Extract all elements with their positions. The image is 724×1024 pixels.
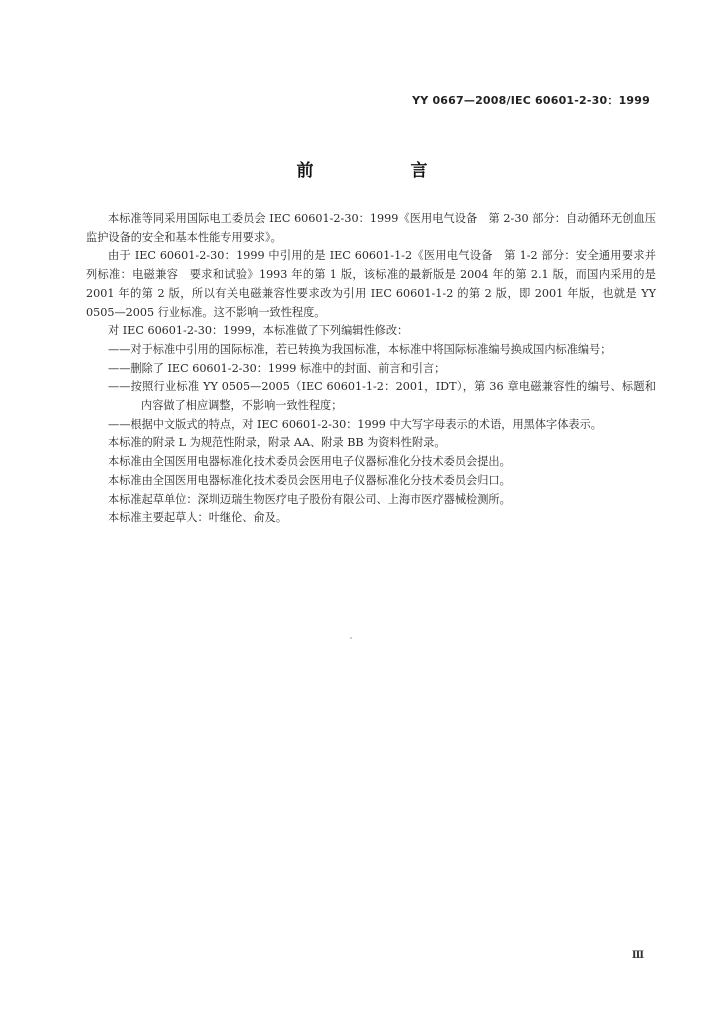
paragraph-adoption: 本标准等同采用国际电工委员会 IEC 60601-2-30：1999《医用电气设备 第 2-30 部分：自动循环无创血压监护设备的安全和基本性能专用要求》。	[86, 212, 656, 244]
paragraph-drafting-units: 本标准起草单位：深圳迈瑞生物医疗电子股份有限公司、上海市医疗器械检测所。	[108, 492, 511, 506]
paragraph-administered-by: 本标准由全国医用电器标准化技术委员会医用电子仪器标准化分技术委员会归口。	[108, 473, 511, 487]
list-item-removed-sections: ——删除了 IEC 60601-2-30：1999 标准中的封面、前言和引言；	[108, 361, 446, 375]
foreword-body	[86, 210, 656, 528]
list-item-emc-chapter: ——按照行业标准 YY 0505—2005（IEC 60601-1-2：2001，IDT），第 36 章电磁兼容性的编号、标题和内容做了相应调整，不影响一致性程度；	[108, 380, 656, 413]
paragraph-drafters: 本标准主要起草人：叶继伦、俞及。	[108, 511, 288, 525]
page-title: 前 言	[296, 161, 468, 181]
list-item-standard-numbers: ——对于标准中引用的国际标准，若已转换为我国标准，本标准中将国际标准编号换成国内标准编号；	[108, 342, 612, 356]
scan-speck	[350, 637, 352, 639]
list-item-terminology-font: ——根据中文版式的特点，对 IEC 60601-2-30：1999 中大写字母表示的术语，用黑体字体表示。	[108, 417, 602, 431]
paragraph-editorial-changes: 对 IEC 60601-2-30：1999，本标准做了下列编辑性修改：	[108, 324, 409, 338]
standard-code-header: YY 0667—2008/IEC 60601-2-30：1999	[412, 94, 650, 107]
paragraph-emc-reference: 由于 IEC 60601-2-30：1999 中引用的是 IEC 60601-1-2《医用电气设备 第 1-2 部分：安全通用要求并列标准：电磁兼容 要求和试验》1993 年的第 1 版，该标准的最新版是 2004 年的第 2.1 版，而国内采用的是 2001 年的第 2 版，所以有关电磁兼容性要求改为引用 IEC 60601-1-2 的第 2 版，即 2001 年版，也就是 YY 0505—2005 行业标准。这不影响一致性程度。	[86, 249, 656, 319]
paragraph-annexes: 本标准的附录 L 为规范性附录，附录 AA、附录 BB 为资料性附录。	[108, 436, 446, 450]
paragraph-proposed-by: 本标准由全国医用电器标准化技术委员会医用电子仪器标准化分技术委员会提出。	[108, 455, 511, 469]
page-number: Ⅲ	[631, 950, 644, 961]
